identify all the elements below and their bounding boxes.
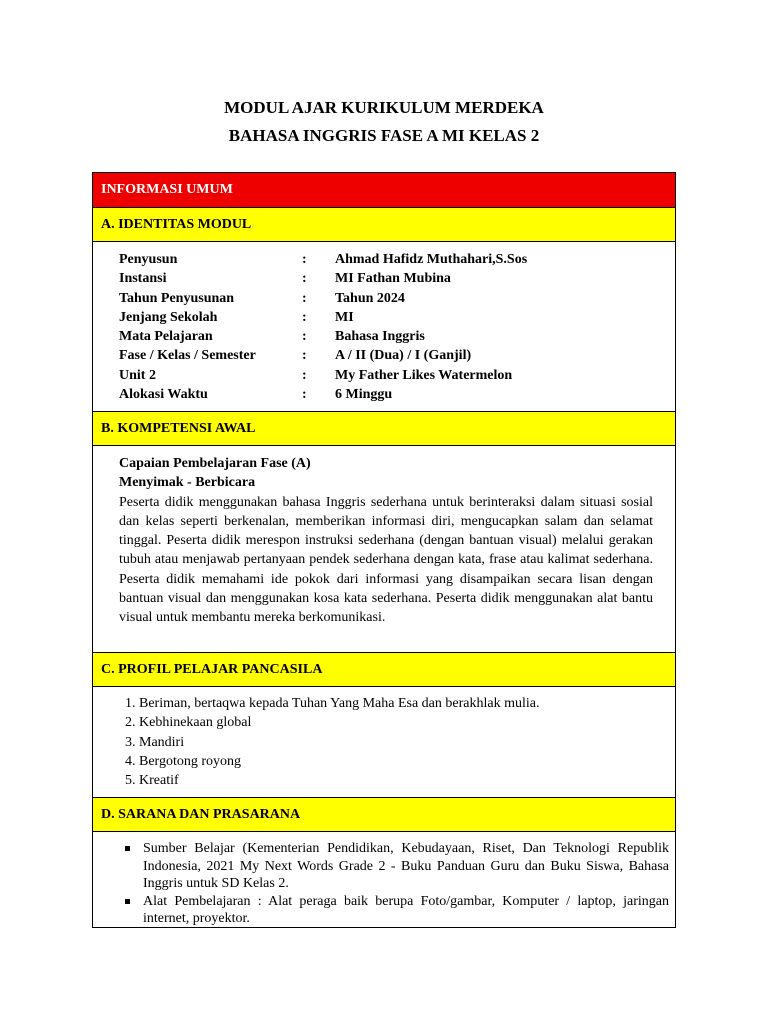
sarana-prasarana-header: D. SARANA DAN PRASARANA [93,798,675,832]
identitas-value: My Father Likes Watermelon [335,367,513,383]
identitas-colon: : [302,387,307,403]
list-item [143,840,669,893]
identitas-row [119,327,675,346]
identitas-value: MI [335,309,354,325]
profil-pelajar-header: C. PROFIL PELAJAR PANCASILA [93,653,675,687]
identitas-row [119,250,675,269]
module-table [92,172,676,928]
informasi-umum-header: INFORMASI UMUM [93,173,675,208]
identitas-colon: : [302,348,307,364]
identitas-label: Mata Pelajaran [119,329,213,345]
identitas-colon: : [302,367,307,383]
identitas-modul-body [93,242,675,412]
identitas-label: Fase / Kelas / Semester [119,348,256,364]
identitas-row [119,385,675,404]
identitas-label: Alokasi Waktu [119,387,208,403]
list-item [143,893,669,928]
square-bullet-icon [125,846,130,851]
identitas-colon: : [302,252,307,267]
document-titles [0,94,768,150]
identitas-row [119,289,675,308]
identitas-label: Unit 2 [119,367,156,383]
capaian-title: Capaian Pembelajaran Fase (A) [119,456,311,471]
list-item: 2. Kebhinekaan global [139,713,675,732]
identitas-label: Penyusun [119,252,178,267]
square-bullet-icon [125,899,130,904]
identitas-label: Instansi [119,271,167,287]
kompetensi-awal-header: B. KOMPETENSI AWAL [93,412,675,446]
identitas-value: MI Fathan Mubina [335,271,451,287]
identitas-label: Jenjang Sekolah [119,309,218,325]
list-item: 5. Kreatif [139,771,675,790]
identitas-value: A / II (Dua) / I (Ganjil) [335,348,472,364]
sarana-prasarana-body [93,832,675,928]
sarana-list [123,840,669,928]
identitas-value: Bahasa Inggris [335,329,425,345]
menyimak-title: Menyimak - Berbicara [119,475,256,491]
list-item: 1. Beriman, bertaqwa kepada Tuhan Yang Maha Esa dan berakhlak mulia. [139,694,675,713]
identitas-colon: : [302,309,307,325]
identitas-value: 6 Minggu [335,387,393,403]
identitas-modul-header: A. IDENTITAS MODUL [93,208,675,242]
identitas-value: Ahmad Hafidz Muthahari,S.Sos [335,252,528,267]
kompetensi-paragraph: Peserta didik menggunakan bahasa Inggris sederhana untuk berinteraksi dalam situasi sosial dan kelas seperti berkenalan, memberikan informasi diri, mengucapkan salam dan selamat tinggal. Peserta didik merespon instruksi sederhana (dengan bantuan visual) melalui gerakan tubuh atau menjawab pertanyaan pendek sederhana dengan kata, frase atau kalimat sederhana. Peserta didik memahami ide pokok dari informasi yang disampaikan secara lisan dengan bantuan visual dan menggunakan kosa kata sederhana. Peserta didik menggunakan alat bantu visual untuk membantu mereka berkomunikasi. [119,494,653,626]
list-item-text: Alat Pembelajaran : Alat peraga baik berupa Foto/gambar, Komputer / laptop, jaringan internet, proyektor. [143,893,669,926]
profil-pelajar-body [93,687,675,798]
page-title: MODUL AJAR KURIKULUM MERDEKA [224,98,544,117]
identitas-row [119,269,675,288]
profil-list [119,694,675,790]
list-item: 4. Bergotong royong [139,752,675,771]
identitas-colon: : [302,290,307,306]
identitas-row [119,346,675,365]
list-item: 3. Mandiri [139,733,675,752]
identitas-label: Tahun Penyusunan [119,290,235,306]
page-subtitle: BAHASA INGGRIS FASE A MI KELAS 2 [228,126,540,145]
identitas-colon: : [302,329,307,345]
kompetensi-awal-body [93,446,675,653]
identitas-colon: : [302,271,307,287]
identitas-value: Tahun 2024 [335,290,405,306]
list-item-text: Sumber Belajar (Kementerian Pendidikan, Kebudayaan, Riset, Dan Teknologi Republik Indonesia, 2021 My Next Words Grade 2 - Buku Panduan Guru dan Buku Siswa, Bahasa Inggris untuk SD Kelas 2. [143,841,669,891]
identitas-row [119,308,675,327]
identitas-row [119,366,675,385]
